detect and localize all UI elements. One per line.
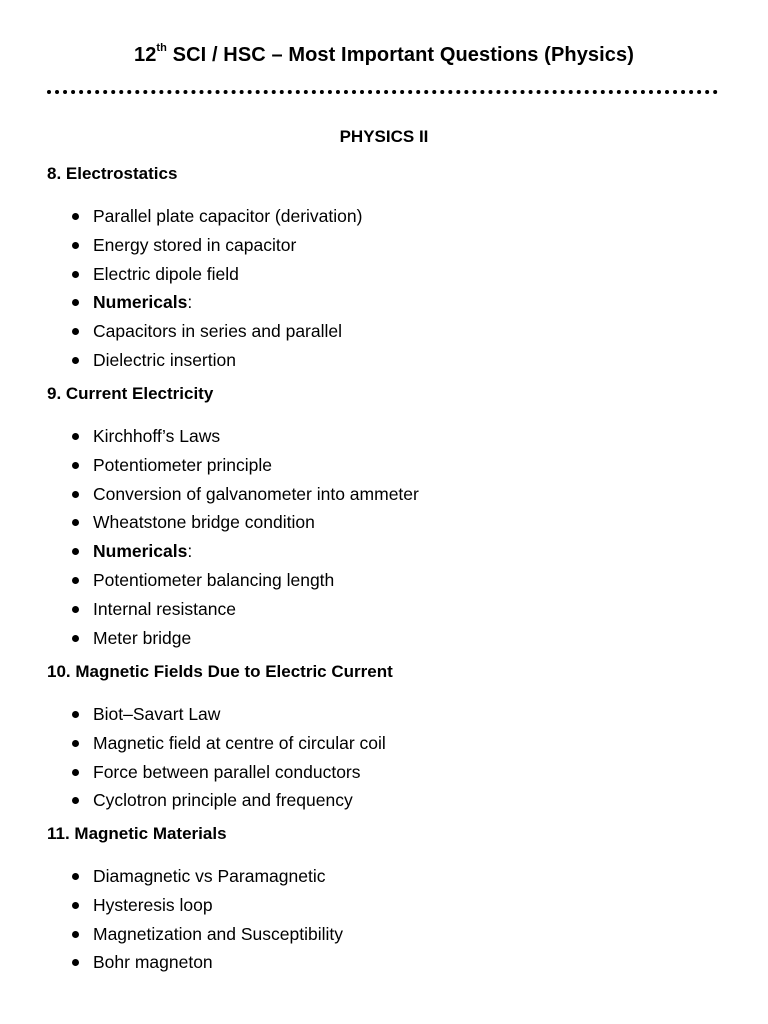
list-item: [47, 595, 747, 624]
item-text: Magnetic field at centre of circular coil: [93, 732, 386, 753]
bullet-icon: [72, 711, 79, 718]
bullet-list: [47, 202, 747, 375]
bullet-icon: [72, 213, 79, 220]
bullet-icon: [72, 577, 79, 584]
item-text: Potentiometer principle: [93, 454, 272, 475]
bullet-icon: [72, 271, 79, 278]
item-text: Meter bridge: [93, 627, 192, 648]
section-heading: 8. Electrostatics: [47, 164, 178, 183]
list-item: [47, 537, 747, 566]
item-text: Bohr magneton: [93, 952, 213, 973]
list-item: [47, 346, 747, 375]
item-text: Conversion of galvanometer into ammeter: [93, 483, 419, 504]
bullet-list: [47, 700, 747, 815]
bullet-icon: [72, 328, 79, 335]
list-item: [47, 758, 747, 787]
list-item: [47, 451, 747, 480]
title-rest: SCI / HSC – Most Important Questions (Physics): [167, 44, 635, 66]
item-text: Diamagnetic vs Paramagnetic: [93, 866, 326, 886]
bullet-icon: [72, 635, 79, 642]
list-item: [47, 260, 747, 289]
list-item: [47, 566, 747, 595]
title-prefix: 12: [133, 44, 157, 66]
list-item: [47, 920, 747, 949]
list-item: [47, 891, 747, 920]
item-text: Numericals: [93, 541, 188, 562]
bullet-icon: [72, 931, 79, 938]
list-item: [47, 862, 747, 891]
item-text: Dielectric insertion: [93, 349, 236, 370]
bullet-icon: [72, 606, 79, 613]
item-text: Hysteresis loop: [93, 894, 213, 915]
subject-heading: PHYSICS II: [339, 127, 429, 146]
bullet-icon: [72, 433, 79, 440]
bullet-icon: [72, 519, 79, 526]
item-text: Magnetization and Susceptibility: [93, 923, 344, 944]
list-item: [47, 624, 747, 653]
list-item: [47, 700, 747, 729]
item-text: Energy stored in capacitor: [93, 234, 297, 255]
item-text: Numericals: [93, 292, 188, 313]
item-text: Wheatstone bridge condition: [93, 512, 315, 533]
bullet-icon: [72, 548, 79, 555]
bullet-icon: [72, 242, 79, 249]
item-text: Biot–Savart Law: [93, 704, 221, 724]
item-text: Internal resistance: [93, 598, 236, 619]
bullet-icon: [72, 462, 79, 469]
dotted-divider: [47, 90, 718, 94]
item-text: Force between parallel conductors: [93, 761, 361, 782]
section-magnetic-fields: [47, 661, 747, 815]
section-heading: 11. Magnetic Materials: [47, 824, 227, 843]
bullet-icon: [72, 873, 79, 880]
bullet-icon: [72, 357, 79, 364]
list-item: [47, 948, 747, 977]
list-item: [47, 422, 747, 451]
item-suffix: :: [187, 292, 193, 313]
item-text: Cyclotron principle and frequency: [93, 790, 353, 811]
list-item: [47, 786, 747, 815]
section-magnetic-materials: [47, 823, 747, 977]
bullet-icon: [72, 299, 79, 306]
list-item: [47, 317, 747, 346]
bullet-list: [47, 422, 747, 652]
item-text: Capacitors in series and parallel: [93, 321, 343, 342]
list-item: [47, 729, 747, 758]
list-item: [47, 508, 747, 537]
bullet-icon: [72, 769, 79, 776]
bullet-icon: [72, 491, 79, 498]
bullet-icon: [72, 740, 79, 747]
bullet-icon: [72, 959, 79, 966]
section-heading: 10. Magnetic Fields Due to Electric Current: [47, 662, 393, 681]
bullet-icon: [72, 797, 79, 804]
item-text: Potentiometer balancing length: [93, 569, 335, 590]
item-text: Parallel plate capacitor (derivation): [93, 206, 363, 226]
bullet-list: [47, 862, 747, 977]
page-title: [0, 44, 768, 67]
list-item: [47, 288, 747, 317]
section-electrostatics: [47, 163, 747, 375]
list-item: [47, 231, 747, 260]
section-current-electricity: [47, 383, 747, 652]
bullet-icon: [72, 902, 79, 909]
item-text: Kirchhoff’s Laws: [93, 426, 221, 446]
list-item: [47, 480, 747, 509]
section-heading: 9. Current Electricity: [47, 384, 214, 403]
item-text: Electric dipole field: [93, 263, 239, 284]
title-superscript: th: [156, 42, 168, 55]
item-suffix: :: [187, 541, 193, 562]
list-item: [47, 202, 747, 231]
